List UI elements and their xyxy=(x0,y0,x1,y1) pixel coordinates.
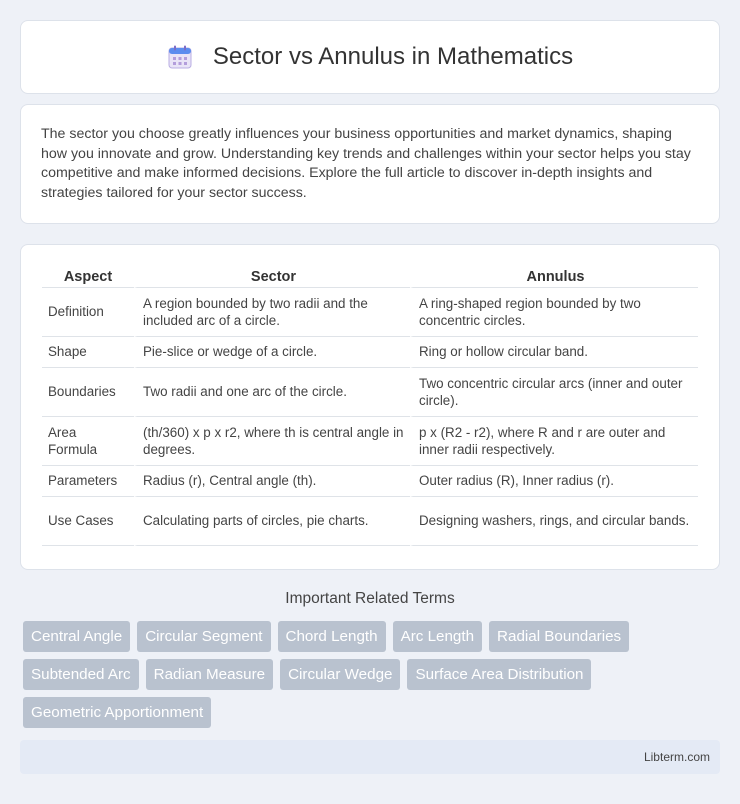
related-terms-title: Important Related Terms xyxy=(285,590,455,607)
row-sector: Two radii and one arc of the circle. xyxy=(134,368,410,417)
row-annulus: Outer radius (R), Inner radius (r). xyxy=(410,466,698,497)
row-sector: Pie-slice or wedge of a circle. xyxy=(134,337,410,368)
row-annulus: Designing washers, rings, and circular bands. xyxy=(410,497,698,546)
intro-text: The sector you choose greatly influences your business opportunities and market dynamics, shaping how you innovate and grow. Understanding key trends and challenges within your sector helps you stay competitive and make informed decisions. Explore the full article to discover in-depth insights and strategies tailored for your sector success. xyxy=(41,126,691,201)
page-title: Sector vs Annulus in Mathematics xyxy=(212,43,574,70)
related-term-tag[interactable]: Chord Length xyxy=(278,621,386,652)
row-aspect: Boundaries xyxy=(42,368,134,417)
table-row xyxy=(42,337,698,368)
table-row xyxy=(42,417,698,466)
row-annulus: Ring or hollow circular band. xyxy=(410,337,698,368)
row-sector: Radius (r), Central angle (th). xyxy=(134,466,410,497)
table-row xyxy=(42,497,698,546)
calendar-icon xyxy=(167,44,193,70)
related-term-tag[interactable]: Arc Length xyxy=(393,621,482,652)
related-term-tag[interactable]: Central Angle xyxy=(23,621,130,652)
row-aspect: Parameters xyxy=(42,466,134,497)
row-sector: (th/360) x p x r2, where th is central angle in degrees. xyxy=(134,417,410,466)
related-term-tag[interactable]: Circular Segment xyxy=(137,621,270,652)
comparison-card xyxy=(20,244,720,570)
table-row xyxy=(42,466,698,497)
related-term-tag[interactable]: Circular Wedge xyxy=(280,659,400,690)
table-row xyxy=(42,368,698,417)
footer xyxy=(20,740,720,774)
row-aspect: Shape xyxy=(42,337,134,368)
row-sector: Calculating parts of circles, pie charts. xyxy=(134,497,410,546)
intro-card xyxy=(20,104,720,224)
header-aspect: Aspect xyxy=(42,265,134,288)
related-term-tag[interactable]: Geometric Apportionment xyxy=(23,697,211,728)
related-term-tag[interactable]: Radian Measure xyxy=(146,659,273,690)
related-term-tag[interactable]: Subtended Arc xyxy=(23,659,139,690)
related-term-tag[interactable]: Radial Boundaries xyxy=(489,621,629,652)
comparison-table xyxy=(42,265,698,546)
row-annulus: A ring-shaped region bounded by two concentric circles. xyxy=(410,288,698,337)
row-annulus: Two concentric circular arcs (inner and outer circle). xyxy=(410,368,698,417)
related-terms-list xyxy=(23,621,723,728)
header-card xyxy=(20,20,720,94)
row-annulus: p x (R2 - r2), where R and r are outer and inner radii respectively. xyxy=(410,417,698,466)
table-header-row xyxy=(42,265,698,288)
footer-site-link[interactable]: Libterm.com xyxy=(643,750,710,764)
related-term-tag[interactable]: Surface Area Distribution xyxy=(407,659,591,690)
header-annulus: Annulus xyxy=(410,265,698,288)
row-aspect: Definition xyxy=(42,288,134,337)
table-row xyxy=(42,288,698,337)
row-aspect: Use Cases xyxy=(42,497,134,546)
row-sector: A region bounded by two radii and the included arc of a circle. xyxy=(134,288,410,337)
header-sector: Sector xyxy=(134,265,410,288)
row-aspect: Area Formula xyxy=(42,417,134,466)
